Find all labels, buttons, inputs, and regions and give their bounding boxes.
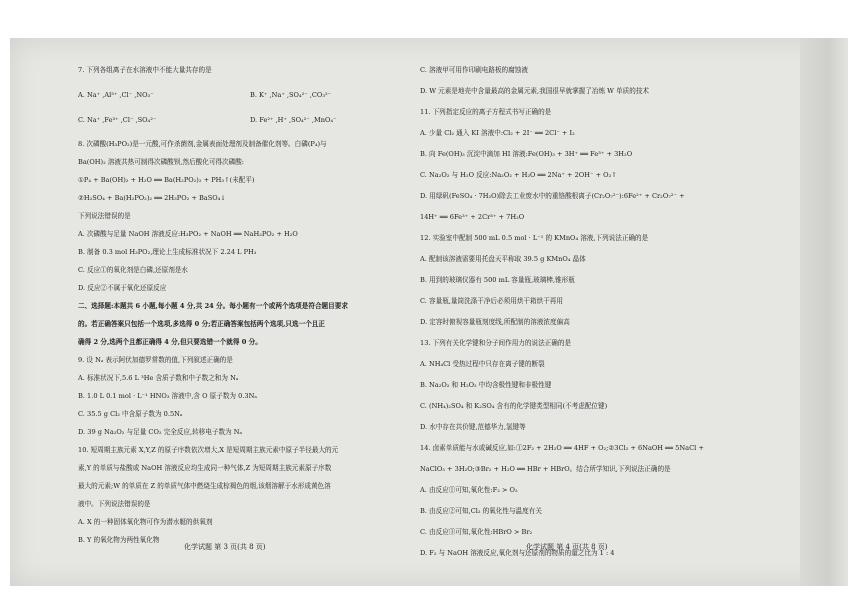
q7-stem: 7. 下列各组离子在水溶液中不能大量共存的是 bbox=[78, 66, 212, 74]
q11-option-d-line-1: D. 用绿矾(FeSO₄ · 7H₂O)除去工业废水中的重铬酸根离子(Cr₂O₇²⁻):6Fe²⁺ + Cr₂O₇²⁻ + bbox=[420, 192, 685, 200]
q11-option-d-line-2: 14H⁺ ══ 6Fe³⁺ + 2Cr³⁺ + 7H₂O bbox=[420, 213, 525, 221]
section-2-heading: 二、选择题:本题共 6 小题,每小题 4 分,共 24 分。每小题有一个或两个选项是符合题目要求 bbox=[78, 302, 348, 310]
q14-stem-line-2: NaClO₃ + 3H₂O;③Br₂ + H₂O ══ HBr + HBrO。结合所学知识,下列说法正确的是 bbox=[420, 465, 671, 473]
q14-option-a: A. 由反应①可知,氧化性:F₂ > O₂ bbox=[420, 486, 518, 494]
q10-stem-line-2: 素,Y 的单质与盐酸或 NaOH 溶液反应均生成同一种气体,Z 为短周期主族元素原子序数 bbox=[78, 464, 332, 472]
q12-option-b: B. 用到的玻璃仪器有 500 mL 容量瓶,玻璃棒,锥形瓶 bbox=[420, 276, 575, 284]
q12-option-a: A. 配制该溶液需要用托盘天平称取 39.5 g KMnO₄ 晶体 bbox=[420, 255, 586, 263]
q7-option-a: A. Na⁺ ,Al³⁺ ,Cl⁻ ,NO₃⁻ bbox=[78, 91, 154, 99]
q14-option-d: D. F₂ 与 NaOH 溶液反应,氧化剂与还原剂的物质的量之比为 1 : 4 bbox=[420, 549, 615, 557]
q10-option-a: A. X 的一种固体氧化物可作为潜水艇的供氧剂 bbox=[78, 518, 213, 526]
q8-option-d: D. 反应②不属于氧化还原反应 bbox=[78, 284, 167, 292]
q9-option-a: A. 标准状况下,5.6 L ³He 含质子数和中子数之和为 Nₐ bbox=[78, 374, 239, 382]
q13-option-d: D. 水中存在共价键,范德华力,氢键等 bbox=[420, 423, 526, 431]
q12-option-c: C. 容量瓶,量筒洗涤干净后必须用烘干箱烘干再用 bbox=[420, 297, 563, 305]
q13-option-c: C. (NH₄)₂SO₄ 和 K₂SO₄ 含有的化学键类型相同(不考虑配位键) bbox=[420, 402, 608, 410]
q14-stem-line-1: 14. 卤素单质能与水或碱反应,如:①2F₂ + 2H₂O ══ 4HF + O₂;②3Cl₂ + 6NaOH ══ 5NaCl + bbox=[420, 444, 704, 452]
q7-option-c: C. Na⁺ ,Fe³⁺ ,Cl⁻ ,SO₄²⁻ bbox=[78, 116, 157, 124]
q8-prompt: 下列说法错误的是 bbox=[78, 212, 131, 220]
q8-stem-line-2: Ba(OH)₂ 溶液共热可制得次磷酸钡,然后酸化可得次磷酸: bbox=[78, 158, 245, 166]
q10-option-c: C. 溶液甲可用作印刷电路板的腐蚀液 bbox=[420, 66, 528, 74]
q14-option-b: B. 由反应②可知,Cl₂ 的氧化性与温度有关 bbox=[420, 507, 542, 515]
section-2-line-3: 确得 2 分,选两个且都正确得 4 分,但只要选错一个就得 0 分。 bbox=[78, 338, 262, 346]
q9-option-b: B. 1.0 L 0.1 mol · L⁻¹ HNO₃ 溶液中,含 O 原子数为 0.3Nₐ bbox=[78, 392, 257, 400]
q8-option-b: B. 制备 0.3 mol H₃PO₂,理论上生成标准状况下 2.24 L PH₃ bbox=[78, 248, 257, 256]
q8-option-a: A. 次磷酸与足量 NaOH 溶液反应:H₃PO₂ + NaOH ══ NaH₂PO₂ + H₂O bbox=[78, 230, 298, 238]
q9-option-d: D. 39 g Na₂O₂ 与足量 CO₂ 完全反应,转移电子数为 Nₐ bbox=[78, 428, 243, 436]
q11-option-a: A. 少量 Cl₂ 通入 KI 溶液中:Cl₂ + 2I⁻ ══ 2Cl⁻ + I₂ bbox=[420, 129, 575, 137]
q14-option-c: C. 由反应③可知,氧化性:HBrO > Br₂ bbox=[420, 528, 533, 536]
left-page-footer: 化学试题 第 3 页(共 8 页) bbox=[184, 543, 266, 551]
q12-stem: 12. 实验室中配制 500 mL 0.5 mol · L⁻¹ 的 KMnO₄ 溶液,下列说法正确的是 bbox=[420, 234, 649, 242]
q10-stem-line-3: 最大的元素;W 的单质在 Z 的单质气体中燃烧生成棕褐色的烟,该烟溶解于水形成黄色溶 bbox=[78, 482, 331, 490]
q7-option-d: D. Fe²⁺ ,H⁺ ,SO₄²⁻ ,MnO₄⁻ bbox=[250, 116, 337, 124]
q13-stem: 13. 下列有关化学键和分子间作用力的说法正确的是 bbox=[420, 339, 572, 347]
right-page-footer: 化学试题 第 4 页(共 8 页) bbox=[526, 543, 608, 551]
q8-option-c: C. 反应①的氧化剂是白磷,还原剂是水 bbox=[78, 266, 189, 274]
q9-option-c: C. 35.5 g Cl₂ 中含原子数为 0.5Nₐ bbox=[78, 410, 183, 418]
q10-stem-line-1: 10. 短周期主族元素 X,Y,Z 的原子序数依次增大,X 是短周期主族元素中原子半径最大的元 bbox=[78, 446, 339, 454]
q13-option-a: A. NH₄Cl 受热过程中只存在离子键的断裂 bbox=[420, 360, 545, 368]
q9-stem: 9. 设 Nₐ 表示阿伏加德罗常数的值,下列叙述正确的是 bbox=[78, 356, 233, 364]
q10-option-b: B. Y 的氧化物为两性氧化物 bbox=[78, 536, 160, 544]
q11-option-b: B. 向 Fe(OH)₃ 沉淀中滴加 HI 溶液:Fe(OH)₃ + 3H⁺ ══ Fe³⁺ + 3H₂O bbox=[420, 150, 633, 158]
q10-option-d: D. W 元素是地壳中含量最高的金属元素,我国很早就掌握了冶炼 W 单质的技术 bbox=[420, 87, 649, 95]
q8-equation-2: ②H₂SO₄ + Ba(H₂PO₂)₂ ══ 2H₃PO₂ + BaSO₄↓ bbox=[78, 194, 226, 202]
q8-equation-1: ①P₄ + Ba(OH)₂ + H₂O ══ Ba(H₂PO₂)₂ + PH₃↑(未配平) bbox=[78, 176, 255, 184]
q12-option-d: D. 定容时俯视容量瓶刻度线,所配制的溶液浓度偏高 bbox=[420, 318, 570, 326]
q8-stem-line-1: 8. 次磷酸(H₃PO₂)是一元酸,可作杀菌剂,金属表面处理剂及制备催化剂等。白磷(P₄)与 bbox=[78, 140, 327, 148]
q10-stem-line-4: 液中。下列说法错误的是 bbox=[78, 500, 151, 508]
q11-option-c: C. Na₂O₂ 与 H₂O 反应:Na₂O₂ + H₂O ══ 2Na⁺ + 2OH⁻ + O₂↑ bbox=[420, 171, 617, 179]
section-2-line-2: 的。若正确答案只包括一个选项,多选得 0 分;若正确答案包括两个选项,只选一个且正 bbox=[78, 320, 325, 328]
next-sheet-edge bbox=[800, 38, 848, 586]
q13-option-b: B. Na₂O₂ 和 H₂O₂ 中均含极性键和非极性键 bbox=[420, 381, 552, 389]
q11-stem: 11. 下列指定反应的离子方程式书写正确的是 bbox=[420, 108, 552, 116]
q7-option-b: B. K⁺ ,Na⁺ ,SO₄²⁻ ,CO₃²⁻ bbox=[250, 91, 332, 99]
